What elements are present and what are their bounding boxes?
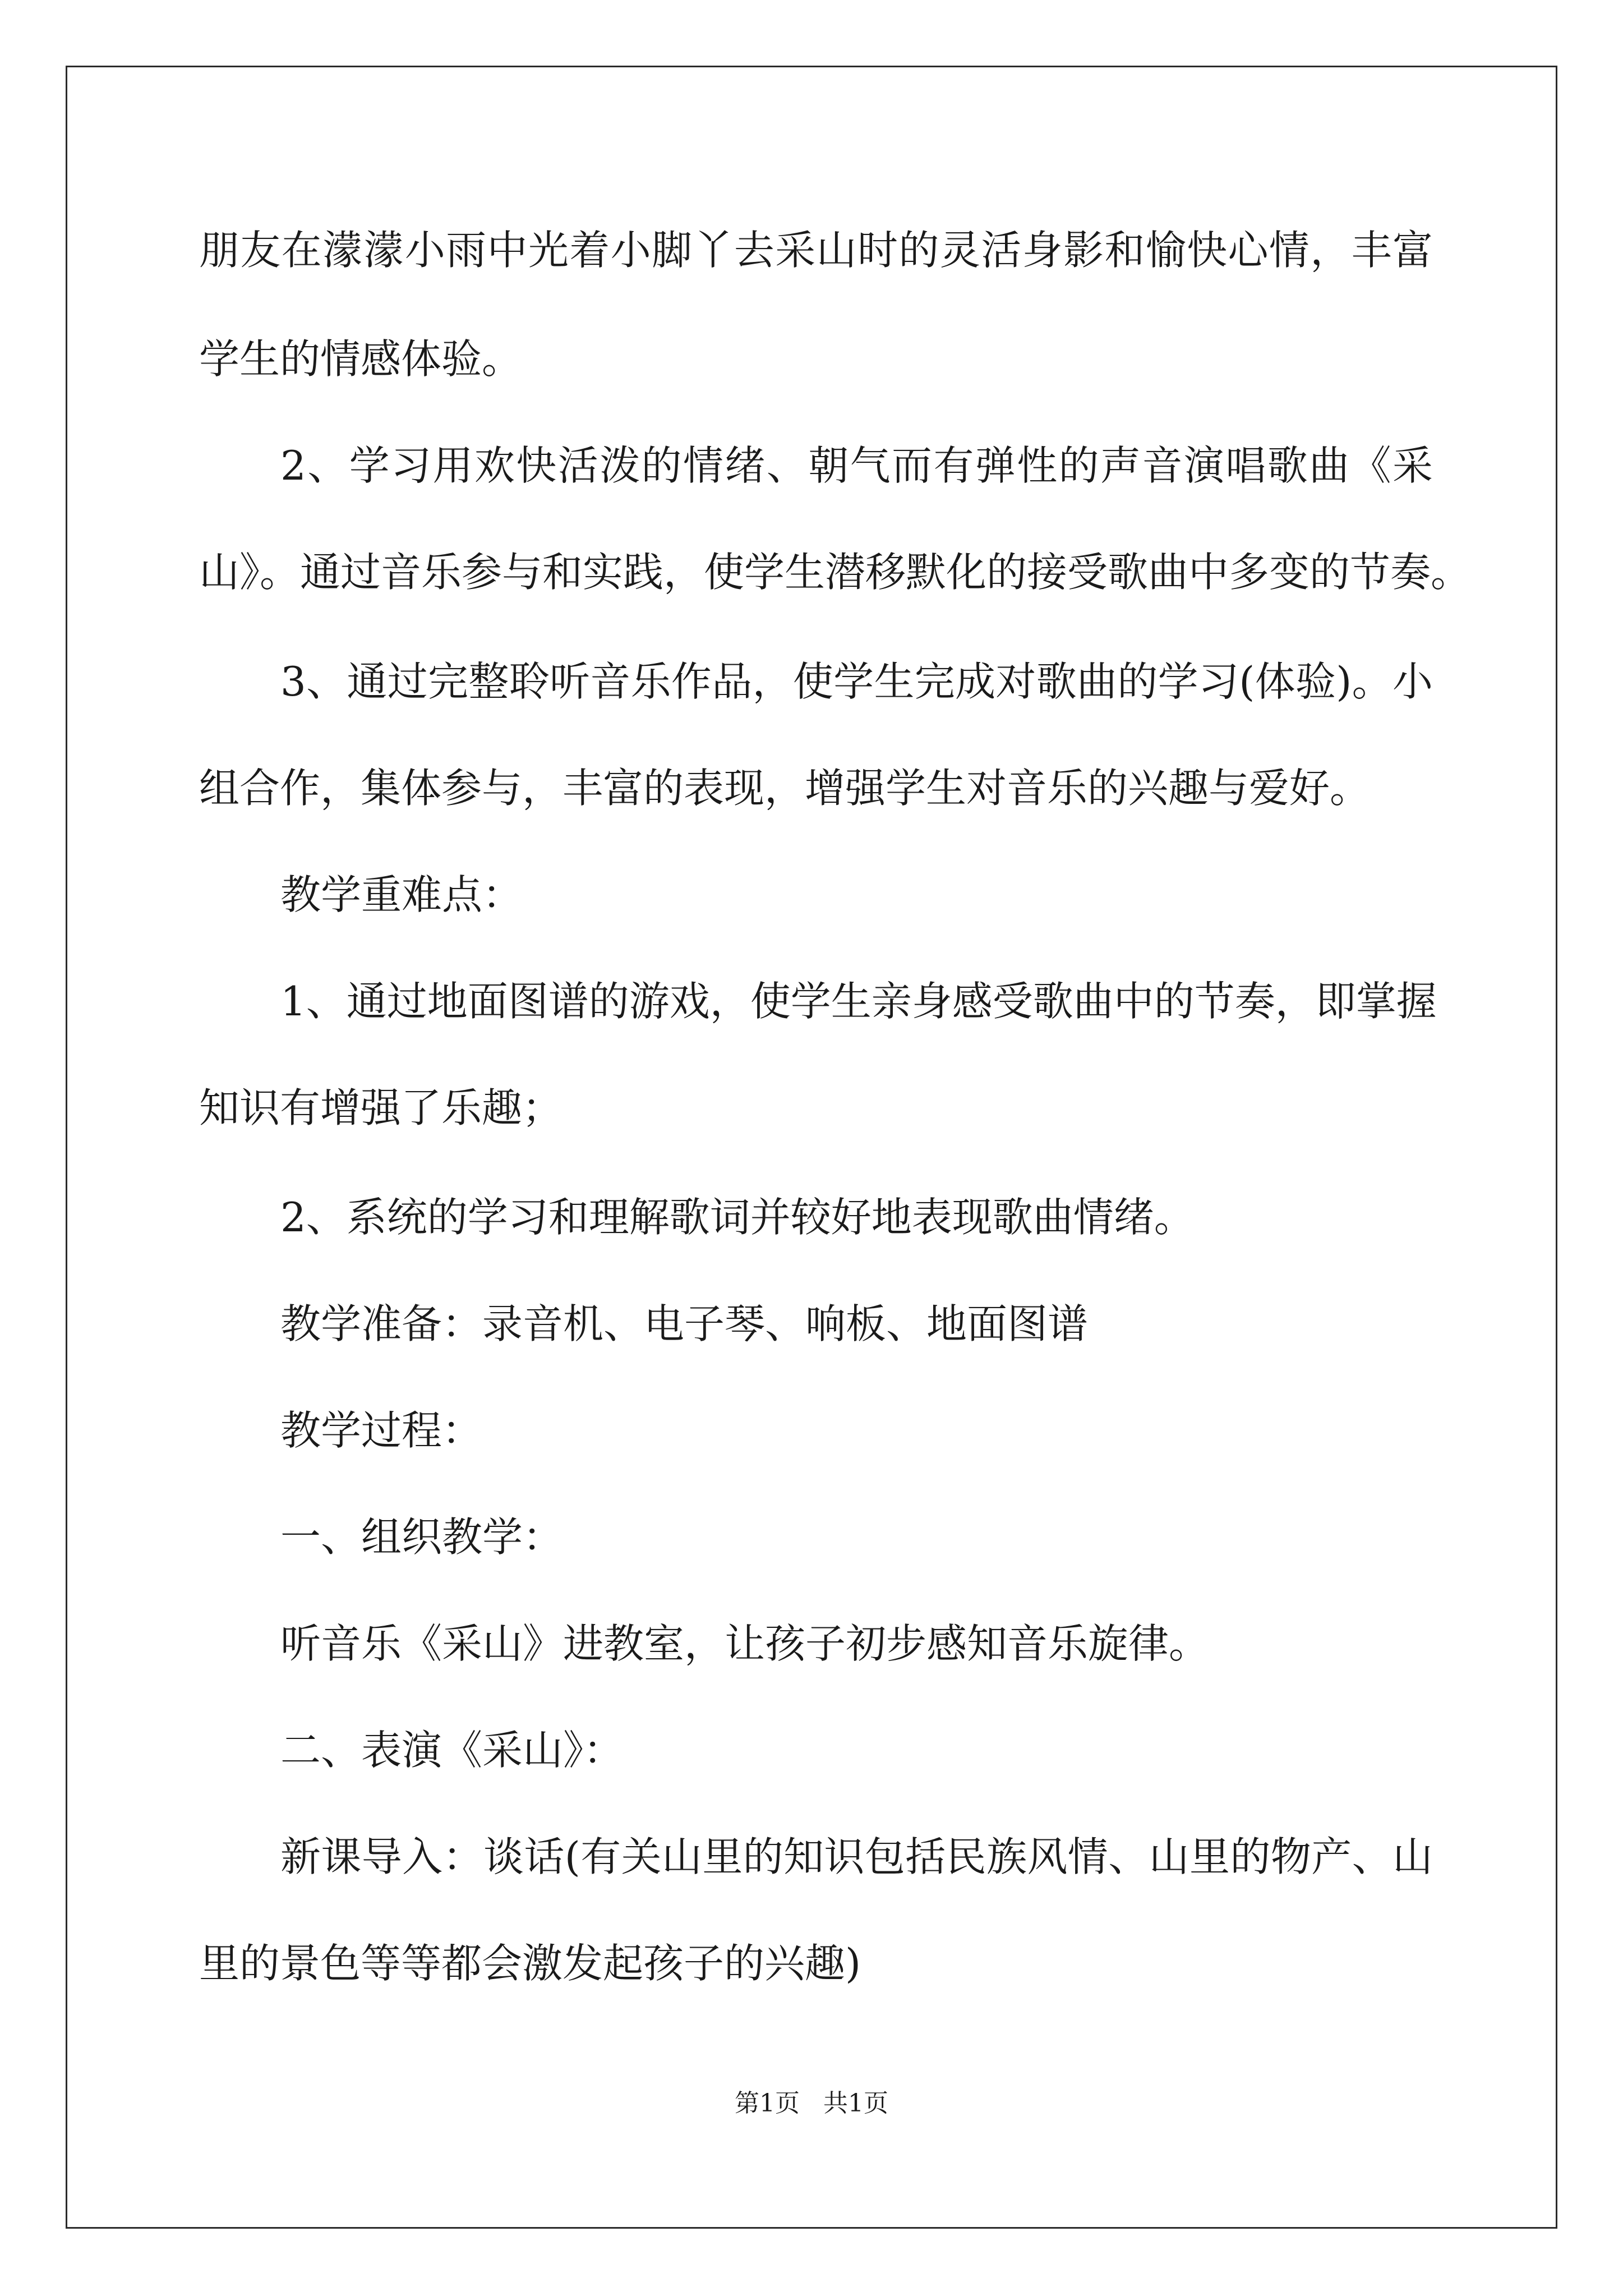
paragraph-line: 里的景色等等都会激发起孩子的兴趣) bbox=[199, 1940, 861, 1987]
paragraph-line: 2、学习用欢快活泼的情绪、朝气而有弹性的声音演唱歌曲《采 bbox=[280, 442, 1433, 489]
paragraph-line: 3、通过完整聆听音乐作品，使学生完成对歌曲的学习(体验)。小 bbox=[280, 658, 1433, 705]
section-heading: 二、表演《采山》： bbox=[280, 1727, 624, 1774]
paragraph-line: 新课导入：谈话(有关山里的知识包括民族风情、山里的物产、山 bbox=[280, 1833, 1433, 1880]
paragraph-line: 2、系统的学习和理解歌词并较好地表现歌曲情绪。 bbox=[280, 1194, 1195, 1241]
page-footer: 第1页 共1页 bbox=[735, 2089, 888, 2118]
paragraph-line: 山》。通过音乐参与和实践，使学生潜移默化的接受歌曲中多变的节奏。 bbox=[199, 549, 1472, 596]
paragraph-line: 教学准备：录音机、电子琴、响板、地面图谱 bbox=[280, 1300, 1089, 1347]
paragraph-line: 1、通过地面图谱的游戏，使学生亲身感受歌曲中的节奏，即掌握 bbox=[280, 978, 1437, 1025]
paragraph-line: 知识有增强了乐趣； bbox=[199, 1084, 563, 1131]
page-border bbox=[66, 66, 1557, 2229]
paragraph-line: 组合作，集体参与，丰富的表现，增强学生对音乐的兴趣与爱好。 bbox=[199, 765, 1371, 812]
paragraph-line: 听音乐《采山》进教室，让孩子初步感知音乐旋律。 bbox=[280, 1620, 1210, 1667]
section-heading: 教学重难点： bbox=[280, 871, 523, 918]
paragraph-line: 学生的情感体验。 bbox=[199, 335, 523, 383]
paragraph-line: 朋友在濛濛小雨中光着小脚丫去采山时的灵活身影和愉快心情，丰富 bbox=[199, 227, 1433, 274]
section-heading: 教学过程： bbox=[280, 1407, 483, 1454]
section-heading: 一、组织教学： bbox=[280, 1513, 564, 1561]
